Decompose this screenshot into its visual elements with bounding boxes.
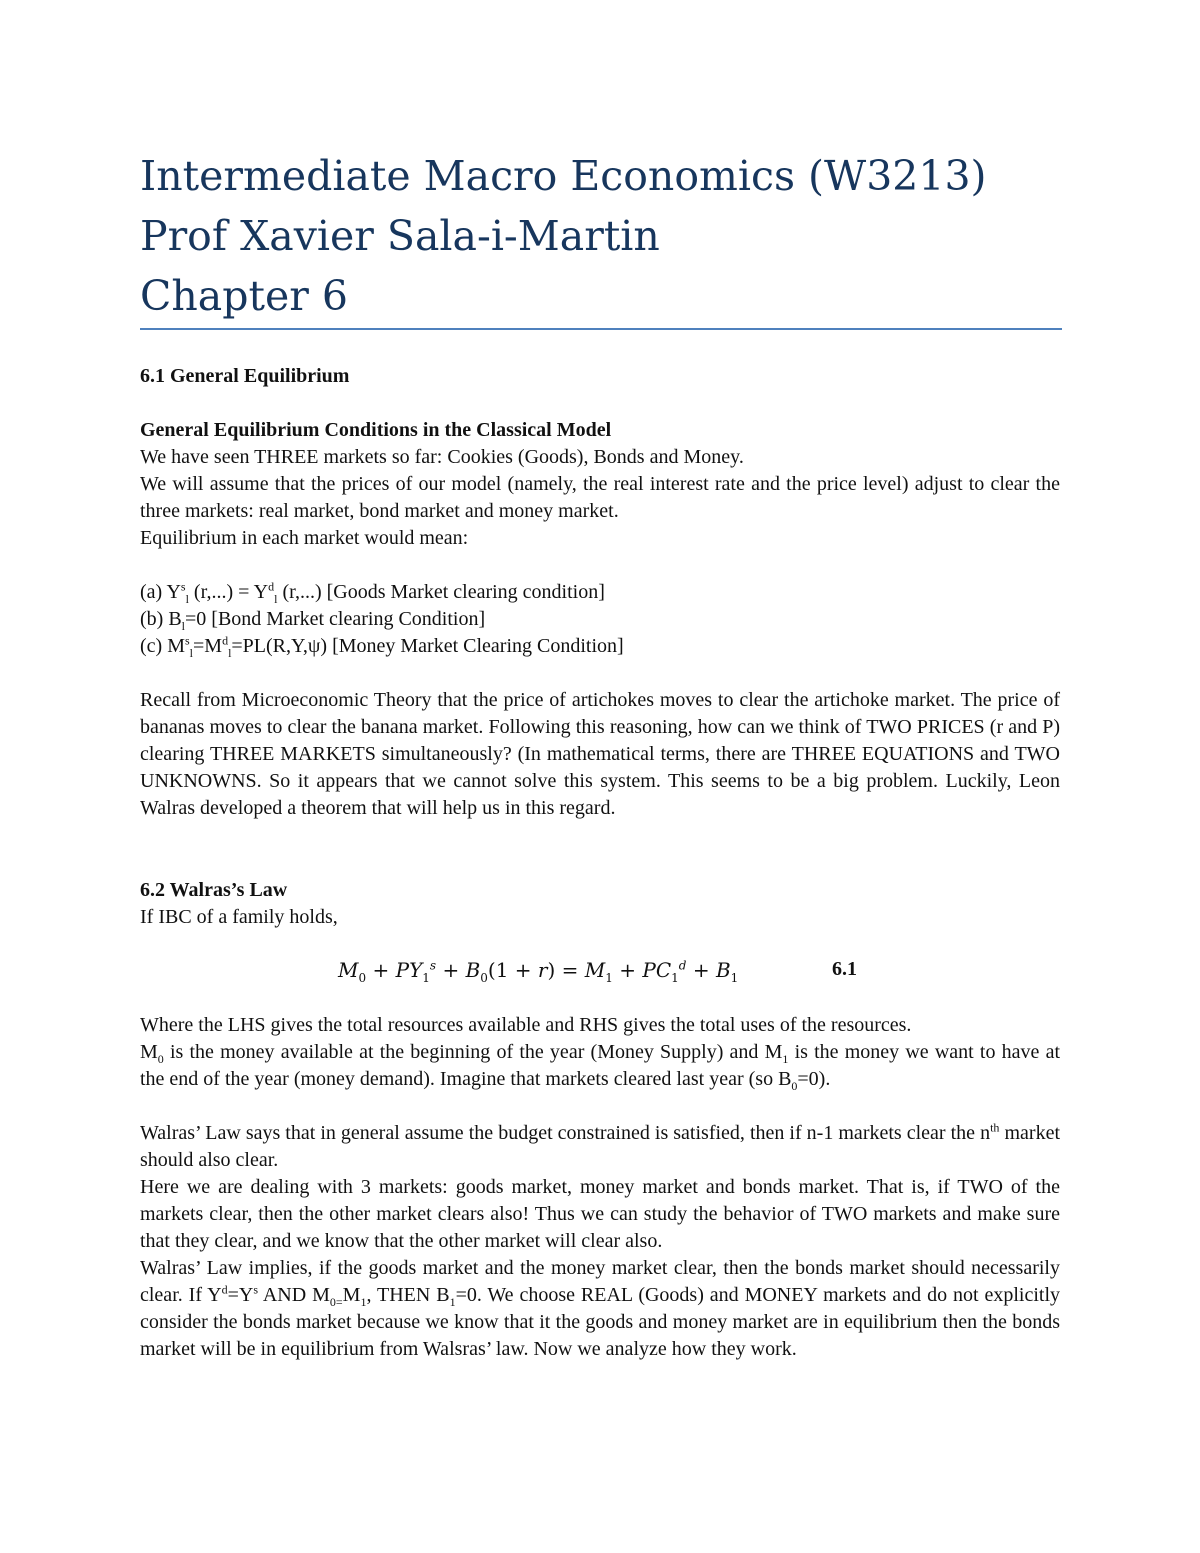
subheading-conditions: General Equilibrium Conditions in the Classical Model <box>140 419 612 441</box>
paragraph-three-markets: We have seen THREE markets so far: Cookies (Goods), Bonds and Money. <box>140 446 744 468</box>
equation-number: 6.1 <box>832 958 857 980</box>
paragraph-three-markets-clear: Here we are dealing with 3 markets: goods market, money market and bonds market. That is, if TWO of the markets clear, then the other market clears also! Thus we can study the behavior of TWO markets and make sure that they clear, and we know that the other market will clear also. <box>140 1176 1060 1252</box>
paragraph-lhs-rhs: Where the LHS gives the total resources available and RHS gives the total uses of the resources. <box>140 1014 912 1036</box>
paragraph-assume-prices: We will assume that the prices of our model (namely, the real interest rate and the price level) adjust to clear the three markets: real market, bond market and money market. <box>140 473 1060 522</box>
doc-title-course: Intermediate Macro Economics (W3213) <box>140 152 987 200</box>
paragraph-ibc: If IBC of a family holds, <box>140 906 338 928</box>
paragraph-artichokes: Recall from Microeconomic Theory that the price of artichokes moves to clear the artichoke market. The price of bananas moves to clear the banana market. Following this reasoning, how can we think of TWO PRICES (r and P) clearing THREE MARKETS simultaneously? (In mathematical terms, there are THREE EQUATIONS and TWO UNKNOWNS. So it appears that we cannot solve this system. This seems to be a big problem. Luckily, Leon Walras developed a theorem that will help us in this regard. <box>140 689 1060 819</box>
condition-goods-market: (a) $Y^s_l$ $(r,...) = Y^d_l$ (r,...) [Goods Market clearing condition] <box>140 579 605 606</box>
title-divider <box>140 328 1062 330</box>
paragraph-walras-implies: Walras’ Law implies, if the goods market and the money market clear, then the bonds market should necessarily clear. If $Y^d=Y^s$ AND $M_{0=}M_1$, THEN $B_1=0$. We choose REAL (Goods) and MONEY markets and do not explicitly consider the bonds market because we know that it the goods and money market are in equilibrium then the bonds market will be in equilibrium from Walsras’ law. Now we analyze how they work. <box>140 1257 1061 1360</box>
doc-title-chapter: Chapter 6 <box>140 272 348 320</box>
paragraph-money-supply: $M_0$ is the money available at the beginning of the year (Money Supply) and $M_1$ is the money we want to have at the end of the year (money demand). Imagine that markets cleared last year (so $B_0=0$). <box>140 1041 1060 1093</box>
section-heading-6-1: 6.1 General Equilibrium <box>140 365 350 387</box>
section-heading-6-2: 6.2 Walras’s Law <box>140 879 288 901</box>
doc-title-professor: Prof Xavier Sala-i-Martin <box>140 212 660 260</box>
paragraph-walras-law: Walras’ Law says that in general assume the budget constrained is satisfied, then if n-1 markets clear the $n^{th}$ market should also clear. <box>140 1120 1061 1171</box>
equation-budget-constraint: $M_0 + PY_1^s + B_0(1 + r) = M_1 + PC_1^d + B_1$ <box>338 958 739 985</box>
condition-bond-market: (b) $B_l=0$ [Bond Market clearing Condition] <box>140 608 486 633</box>
paragraph-equilibrium-mean: Equilibrium in each market would mean: <box>140 527 469 549</box>
condition-money-market: (c) $M^s_l=M^d_l=PL(R,Y,\psi)$ [Money Market Clearing Condition] <box>140 633 624 660</box>
